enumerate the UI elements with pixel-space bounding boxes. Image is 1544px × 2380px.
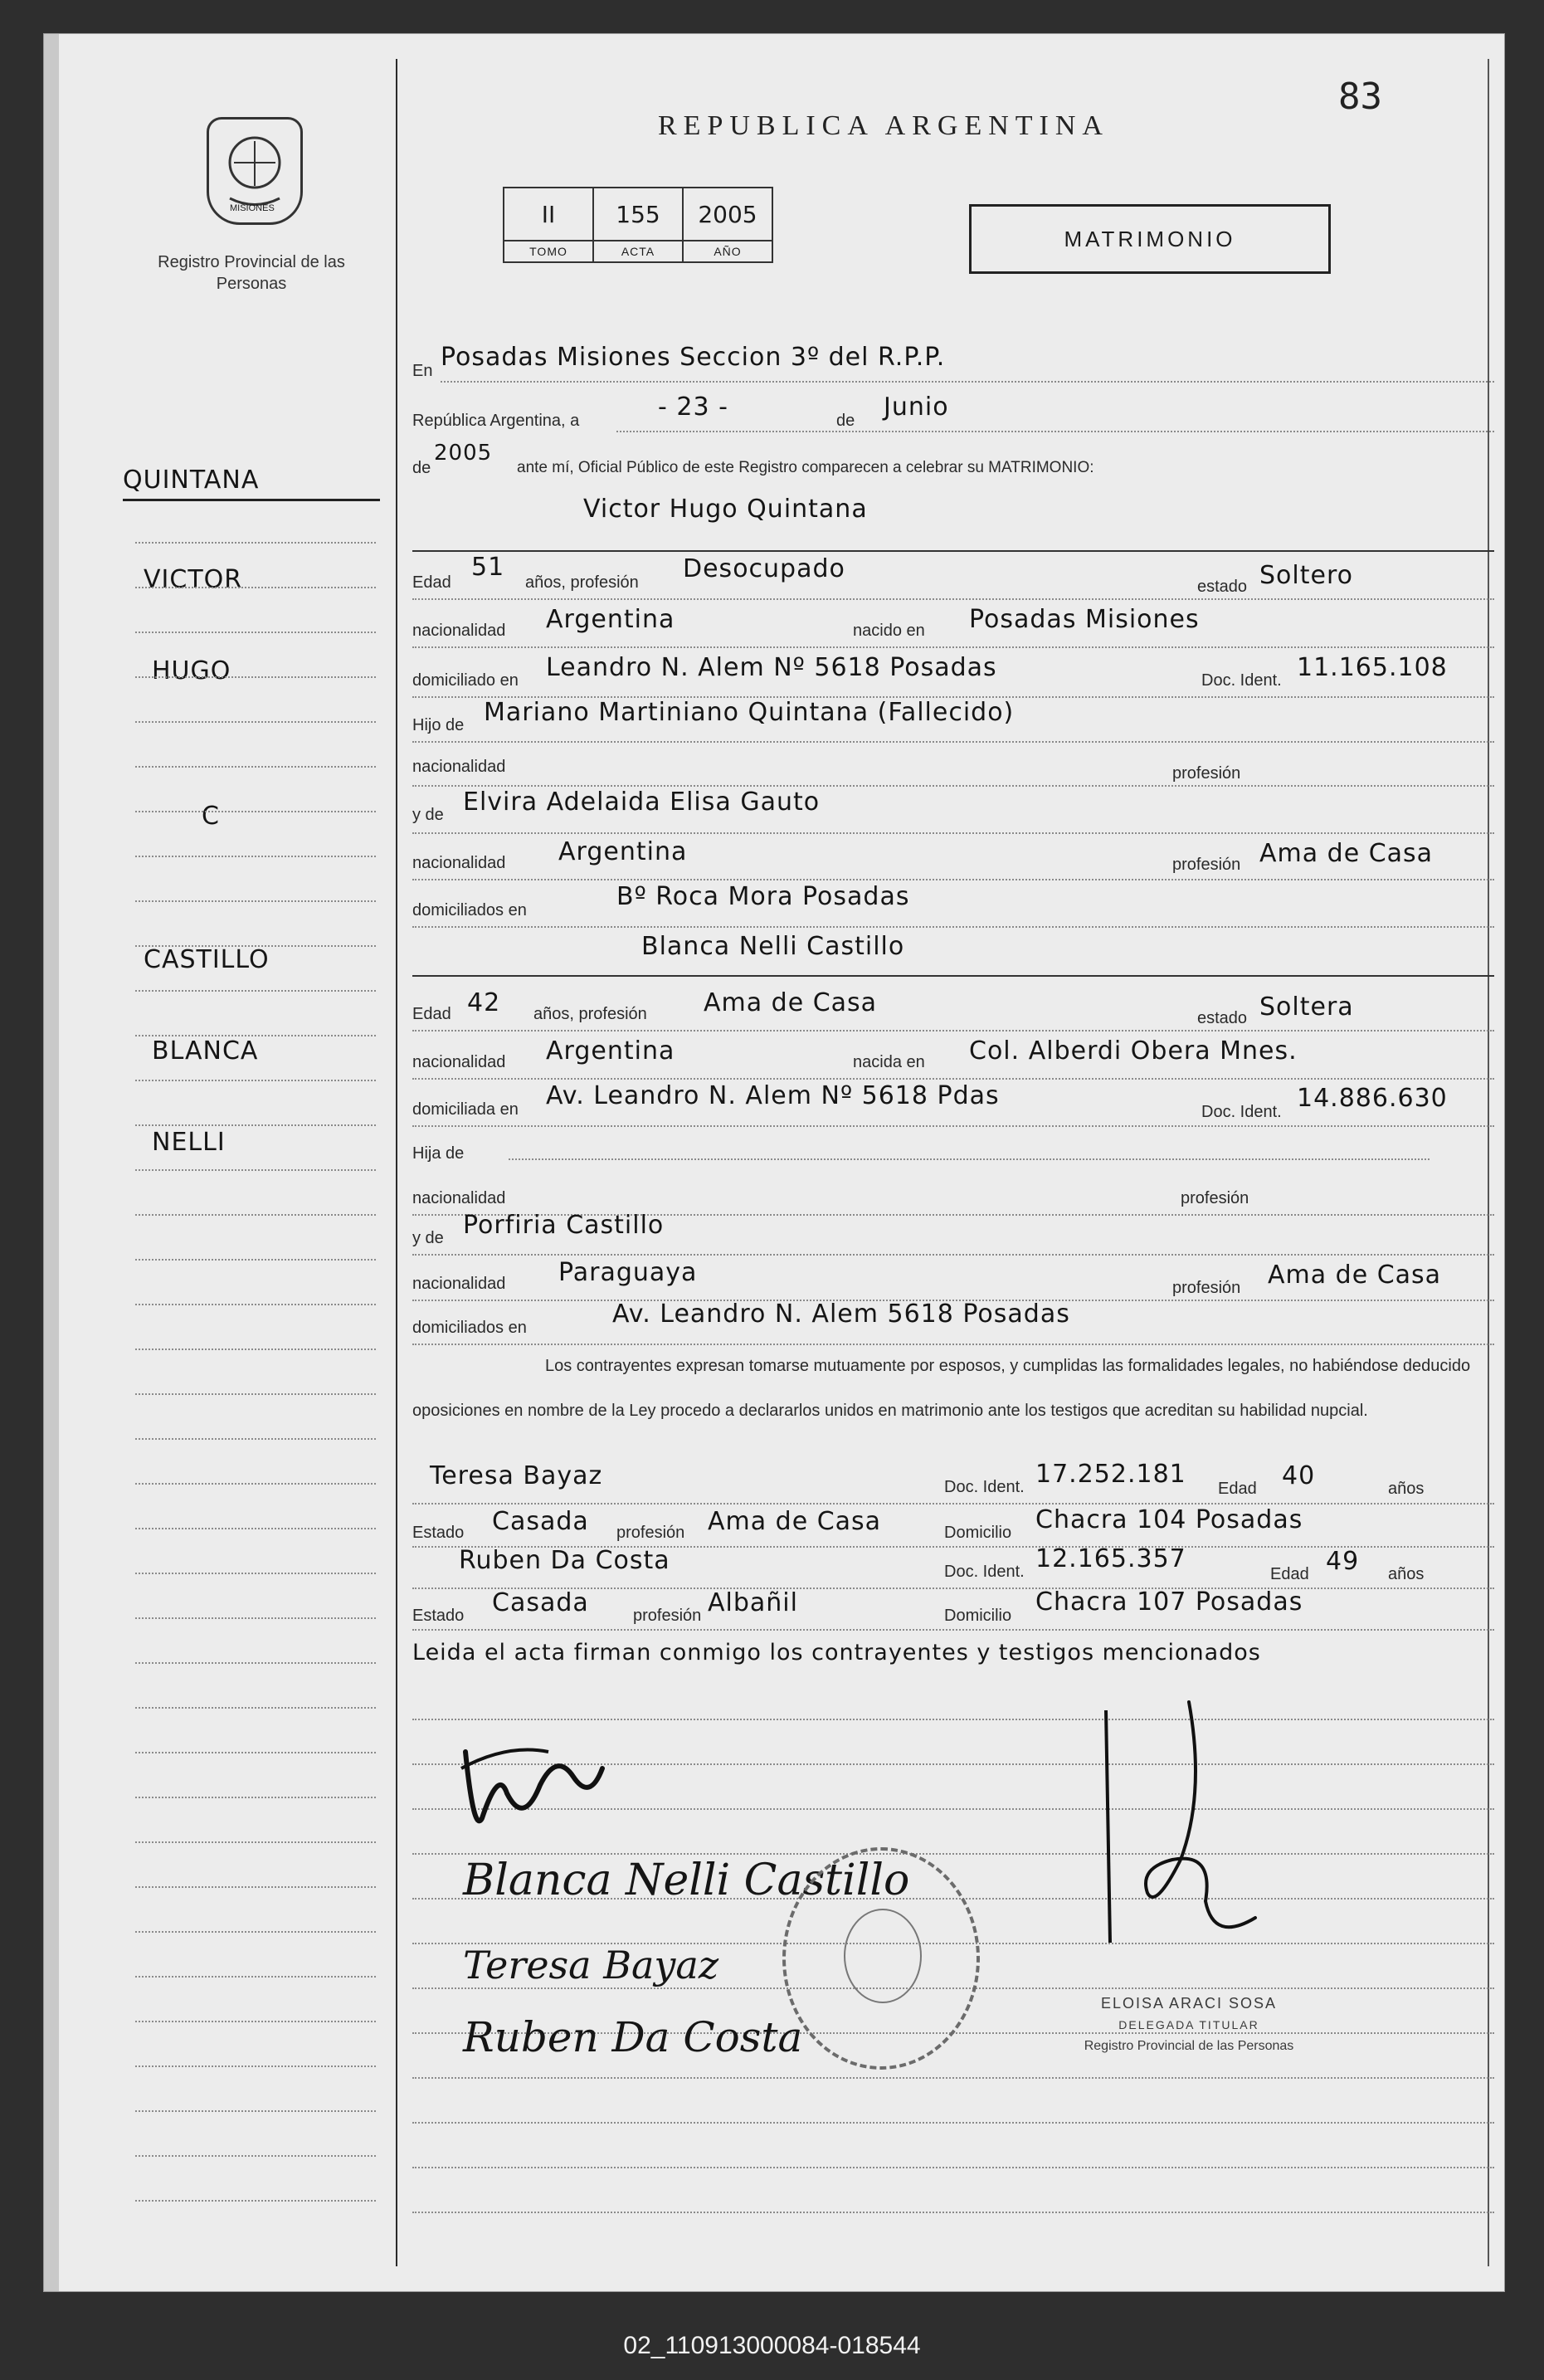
groom-birthplace: Posadas Misiones: [969, 605, 1200, 634]
rule-line: [412, 1254, 1494, 1256]
label-hijo-de: Hijo de: [412, 716, 465, 734]
groom-mother-profession: Ama de Casa: [1259, 839, 1434, 868]
groom-profession: Desocupado: [683, 554, 845, 583]
anio-label: AÑO: [683, 241, 772, 262]
tomo-label: TOMO: [504, 241, 593, 262]
record-type-box: [969, 204, 1331, 274]
margin-firstname-groom: VICTOR: [144, 565, 243, 594]
groom-age: 51: [471, 553, 505, 582]
act-day: - 23 -: [658, 393, 728, 422]
label-estado: estado: [1197, 1009, 1248, 1027]
official-office: Registro Provincial de las Personas: [1084, 2039, 1294, 2053]
margin-middlename-bride: NELLI: [152, 1128, 226, 1157]
label-domicilio: Domicilio: [944, 1524, 1012, 1542]
seal-text: MISIONES: [230, 203, 275, 213]
witness-2-address: Chacra 107 Posadas: [1035, 1587, 1303, 1617]
official-title: DELEGADA TITULAR: [1118, 2018, 1259, 2031]
label-nacida-en: nacida en: [853, 1053, 925, 1071]
section-divider: [412, 550, 1494, 552]
label-domiciliada-en: domiciliada en: [412, 1100, 519, 1119]
rule-line: [412, 879, 1494, 880]
label-profesion: profesión: [633, 1607, 702, 1625]
label-nacionalidad: nacionalidad: [412, 1189, 506, 1207]
right-border-line: [1488, 59, 1489, 2266]
witness-1-age: 40: [1282, 1461, 1316, 1490]
witness-2-signature: Ruben Da Costa: [463, 2013, 803, 2061]
label-anios: años: [1388, 1565, 1425, 1583]
label-estado: Estado: [412, 1607, 465, 1625]
acta-value: 155: [593, 188, 683, 241]
rule-line: [412, 1078, 1494, 1080]
rule-line: [412, 646, 1494, 648]
witness-2-age: 49: [1326, 1547, 1360, 1576]
label-profesion: profesión: [1172, 1279, 1241, 1297]
witness-2-doc: 12.165.357: [1035, 1544, 1186, 1573]
label-domiciliados-en: domiciliados en: [412, 1319, 527, 1337]
label-domicilio: Domicilio: [944, 1607, 1012, 1625]
label-republica: República Argentina, a: [412, 412, 580, 430]
margin-divider: [396, 59, 397, 2266]
bride-profession: Ama de Casa: [704, 988, 878, 1017]
label-nacido-en: nacido en: [853, 622, 925, 640]
label-doc-ident: Doc. Ident.: [1201, 671, 1282, 690]
section-divider: [412, 975, 1494, 977]
label-profesion: profesión: [1172, 764, 1241, 783]
official-name: ELOISA ARACI SOSA: [1100, 1995, 1278, 2012]
margin-connector: C: [202, 802, 220, 831]
groom-mother-nationality: Argentina: [558, 837, 688, 866]
bride-mother: Porfiria Castillo: [463, 1211, 665, 1240]
label-nacionalidad: nacionalidad: [412, 1275, 506, 1293]
label-anios-profesion: años, profesión: [525, 573, 639, 592]
label-profesion: profesión: [616, 1524, 685, 1542]
margin-middlename-groom: HUGO: [152, 656, 231, 685]
bride-parents-address: Av. Leandro N. Alem 5618 Posadas: [612, 1300, 1070, 1329]
label-domiciliado-en: domiciliado en: [412, 671, 519, 690]
provincial-seal: [207, 117, 303, 225]
rule-line: [412, 1030, 1494, 1031]
label-de: de: [836, 412, 855, 430]
bride-civil-status: Soltera: [1259, 992, 1354, 1022]
stamp-emblem-icon: [844, 1909, 922, 2003]
official-signature: [1089, 1694, 1280, 1963]
label-nacionalidad: nacionalidad: [412, 854, 506, 872]
groom-signature: [449, 1719, 615, 1847]
rule-line: [412, 785, 1494, 787]
witness-1-address: Chacra 104 Posadas: [1035, 1505, 1303, 1534]
margin-surname-bride: CASTILLO: [144, 945, 270, 974]
page-number: 83: [1338, 76, 1382, 118]
witness-1-name: Teresa Bayaz: [430, 1461, 603, 1490]
record-type: MATRIMONIO: [1064, 226, 1236, 251]
tomo-value: II: [504, 188, 593, 241]
groom-doc: 11.165.108: [1297, 653, 1448, 682]
label-domiciliados-en: domiciliados en: [412, 901, 527, 919]
margin-underline: [123, 499, 380, 501]
label-de-year: de: [412, 459, 431, 477]
record-reference-box: [503, 187, 773, 263]
groom-nationality: Argentina: [546, 605, 675, 634]
rule-line: [441, 381, 1494, 383]
binding-spine: [44, 34, 59, 2291]
label-profesion: profesión: [1172, 856, 1241, 874]
rule-line: [412, 1629, 1494, 1631]
groom-mother: Elvira Adelaida Elisa Gauto: [463, 788, 821, 817]
bride-nationality: Argentina: [546, 1036, 675, 1066]
groom-parents-address: Bº Roca Mora Posadas: [616, 882, 910, 911]
witness-1-doc: 17.252.181: [1035, 1460, 1186, 1489]
witness-2-name: Ruben Da Costa: [459, 1546, 670, 1575]
margin-surname-groom: QUINTANA: [123, 466, 260, 495]
rule-line: [412, 926, 1494, 928]
rule-line: [412, 1125, 1494, 1127]
register-page: [43, 33, 1505, 2292]
acta-label: ACTA: [593, 241, 683, 262]
bride-doc: 14.886.630: [1297, 1084, 1448, 1113]
label-y-de: y de: [412, 1229, 444, 1247]
label-estado: estado: [1197, 578, 1248, 596]
label-estado: Estado: [412, 1524, 465, 1542]
rule-line: [412, 832, 1494, 834]
closing-note: Leida el acta firman conmigo los contrayentes y testigos mencionados: [412, 1640, 1261, 1666]
country-heading: REPUBLICA ARGENTINA: [658, 110, 1109, 141]
label-doc-ident: Doc. Ident.: [944, 1563, 1025, 1581]
label-edad: Edad: [412, 1005, 451, 1023]
groom-father: Mariano Martiniano Quintana (Fallecido): [484, 698, 1015, 727]
label-hija-de: Hija de: [412, 1144, 465, 1163]
rule-line: [412, 598, 1494, 600]
groom-name: Victor Hugo Quintana: [583, 495, 868, 524]
act-year: 2005: [434, 441, 493, 466]
bride-signature: Blanca Nelli Castillo: [463, 1856, 910, 1905]
declaration-text: Los contrayentes expresan tomarse mutuamente por esposos, y cumplidas las formalidades legales, no habiéndose deducido oposiciones en nombre de la Ley procedo a declararlos unidos en matrimonio ante los testigos que acreditan su habilidad nupcial.: [412, 1357, 1471, 1420]
label-edad: Edad: [1218, 1480, 1257, 1498]
bride-address: Av. Leandro N. Alem Nº 5618 Pdas: [546, 1081, 1000, 1110]
label-y-de: y de: [412, 806, 444, 824]
label-anios-profesion: años, profesión: [533, 1005, 647, 1023]
rule-line: [412, 741, 1494, 743]
rule-line: [616, 431, 1494, 432]
margin-firstname-bride: BLANCA: [152, 1036, 259, 1066]
label-profesion: profesión: [1181, 1189, 1249, 1207]
witness-2-profession: Albañil: [708, 1588, 798, 1617]
rule-line: [412, 1503, 1494, 1505]
anio-value: 2005: [683, 188, 772, 241]
label-nacionalidad: nacionalidad: [412, 758, 506, 776]
label-doc-ident: Doc. Ident.: [944, 1478, 1025, 1496]
groom-address: Leandro N. Alem Nº 5618 Posadas: [546, 653, 997, 682]
official-stamp: [782, 1847, 980, 2070]
bride-mother-profession: Ama de Casa: [1268, 1261, 1442, 1290]
label-nacionalidad: nacionalidad: [412, 1053, 506, 1071]
label-comparecen: ante mí, Oficial Público de este Registro comparecen a celebrar su MATRIMONIO:: [517, 459, 1094, 476]
label-edad: Edad: [412, 573, 451, 592]
act-place: Posadas Misiones Seccion 3º del R.P.P.: [441, 343, 946, 372]
bride-birthplace: Col. Alberdi Obera Mnes.: [969, 1036, 1298, 1066]
registry-name: Registro Provincial de las Personas: [158, 253, 345, 293]
official-block: [1015, 1992, 1363, 2057]
label-doc-ident: Doc. Ident.: [1201, 1103, 1282, 1121]
bride-age: 42: [467, 988, 501, 1017]
witness-2-civil-status: Casada: [492, 1588, 589, 1617]
bride-name: Blanca Nelli Castillo: [641, 932, 905, 961]
label-nacionalidad: nacionalidad: [412, 622, 506, 640]
label-en: En: [412, 362, 433, 380]
image-caption: 02_110913000084-018544: [623, 2332, 921, 2359]
rule-line: [509, 1158, 1430, 1160]
witness-1-profession: Ama de Casa: [708, 1507, 882, 1536]
label-anios: años: [1388, 1480, 1425, 1498]
act-month: Junio: [884, 393, 949, 422]
groom-civil-status: Soltero: [1259, 561, 1353, 590]
bride-mother-nationality: Paraguaya: [558, 1258, 698, 1287]
label-edad: Edad: [1270, 1565, 1309, 1583]
witness-1-signature: Teresa Bayaz: [463, 1943, 719, 1987]
witness-1-civil-status: Casada: [492, 1507, 589, 1536]
